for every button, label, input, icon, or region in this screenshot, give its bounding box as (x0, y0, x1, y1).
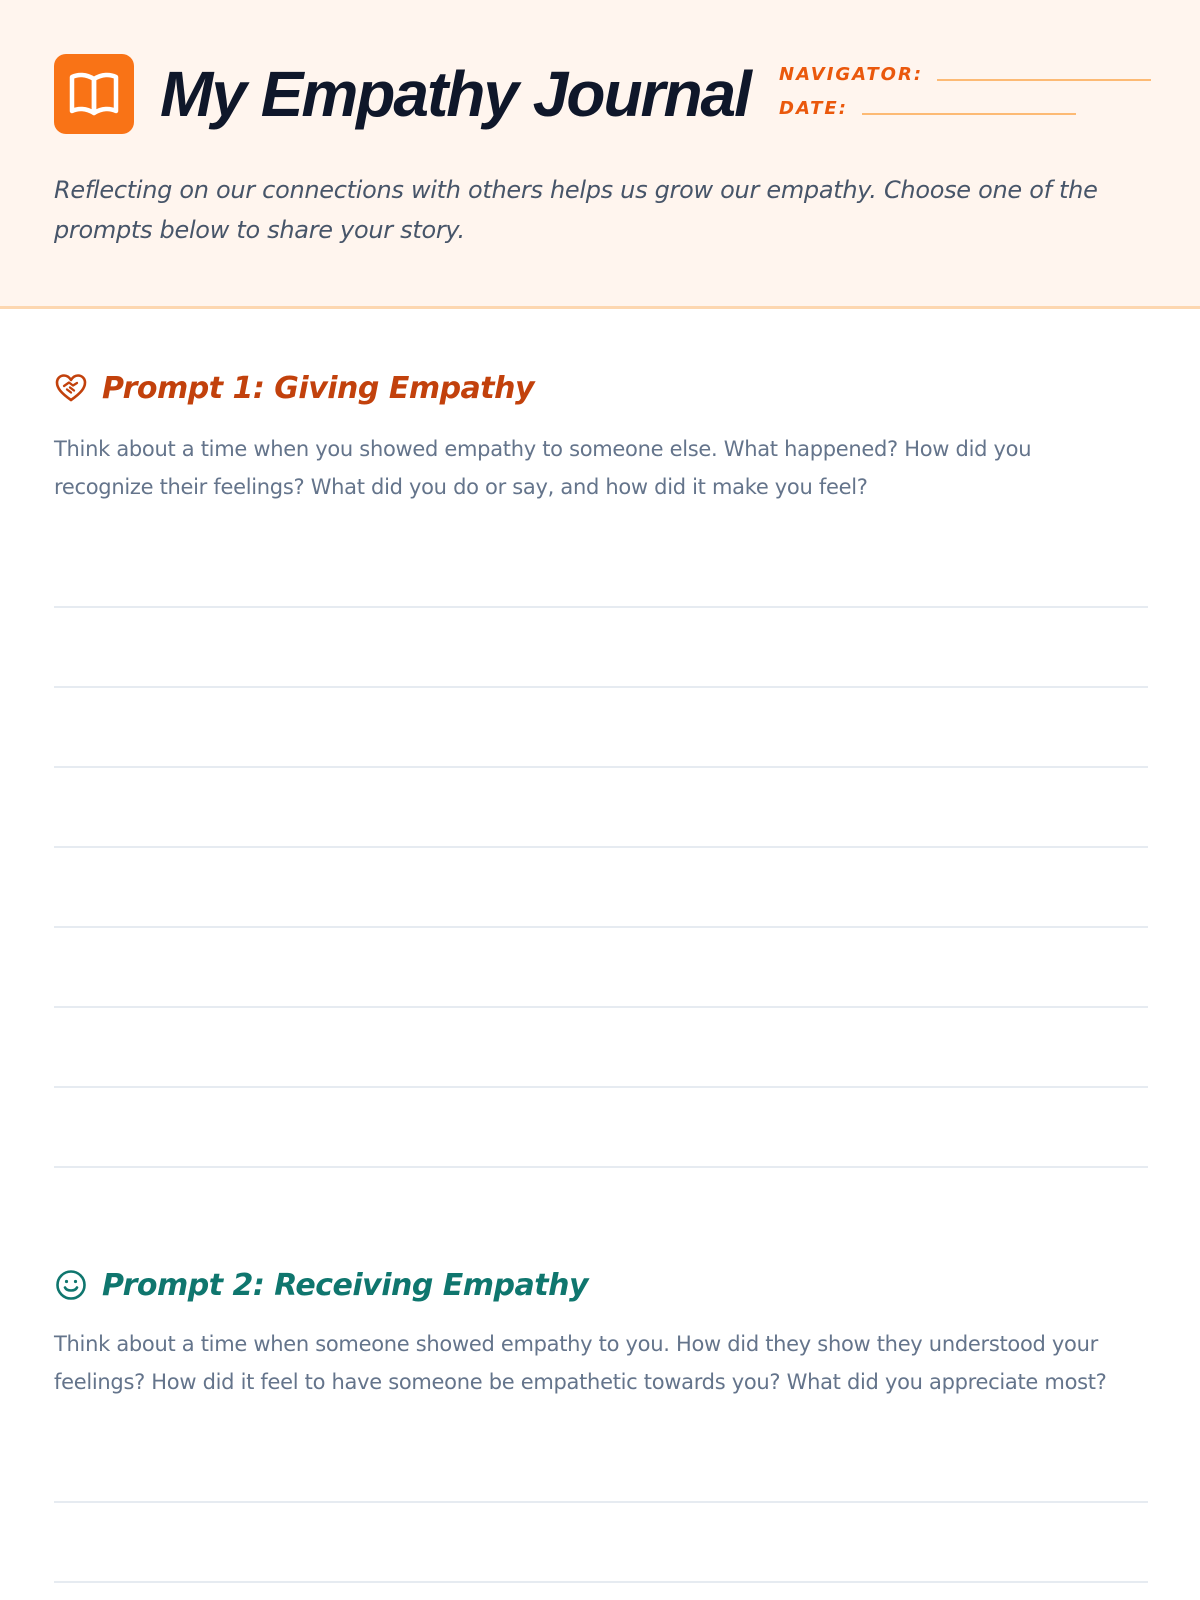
open-book-icon (68, 71, 120, 117)
prompt-1-title: Prompt 1: Giving Empathy (102, 370, 535, 406)
heart-handshake-icon (54, 371, 88, 405)
prompt-2-title: Prompt 2: Receiving Empathy (102, 1267, 589, 1303)
writing-line[interactable] (54, 1501, 1148, 1503)
prompt-2-description: Think about a time when someone showed empathy to you. How did they show they understood your feelings? How did it feel to have someone be empathetic towards you? What did you appreciate most? (54, 1332, 1107, 1394)
navigator-blank-line[interactable] (937, 78, 1151, 81)
writing-line[interactable] (54, 1581, 1148, 1583)
date-blank-line[interactable] (862, 112, 1076, 115)
prompt-2-header (54, 1263, 1148, 1307)
navigator-label: NAVIGATOR: (779, 64, 924, 85)
intro-text: Reflecting on our connections with others helps us grow our empathy. Choose one of the prompts below to share your story. (54, 176, 1098, 244)
prompt-2-section (54, 1263, 1148, 1598)
writing-line[interactable] (54, 926, 1148, 928)
logo (54, 54, 134, 134)
date-field (779, 98, 1076, 119)
prompt-1-section (54, 366, 1148, 1166)
smile-icon (54, 1268, 88, 1302)
prompt-1-description: Think about a time when you showed empathy to someone else. What happened? How did you recognize their feelings? What did you do or say, and how did it make you feel? (54, 437, 1032, 499)
journal-header (0, 0, 1200, 309)
writing-line[interactable] (54, 846, 1148, 848)
writing-line[interactable] (54, 686, 1148, 688)
date-label: DATE: (779, 98, 848, 119)
page-title: My Empathy Journal (160, 58, 750, 130)
writing-line[interactable] (54, 766, 1148, 768)
prompt-1-header (54, 366, 1148, 410)
navigator-field (779, 64, 1151, 85)
writing-line[interactable] (54, 1166, 1148, 1168)
writing-line[interactable] (54, 1006, 1148, 1008)
writing-line[interactable] (54, 606, 1148, 608)
writing-line[interactable] (54, 1086, 1148, 1088)
